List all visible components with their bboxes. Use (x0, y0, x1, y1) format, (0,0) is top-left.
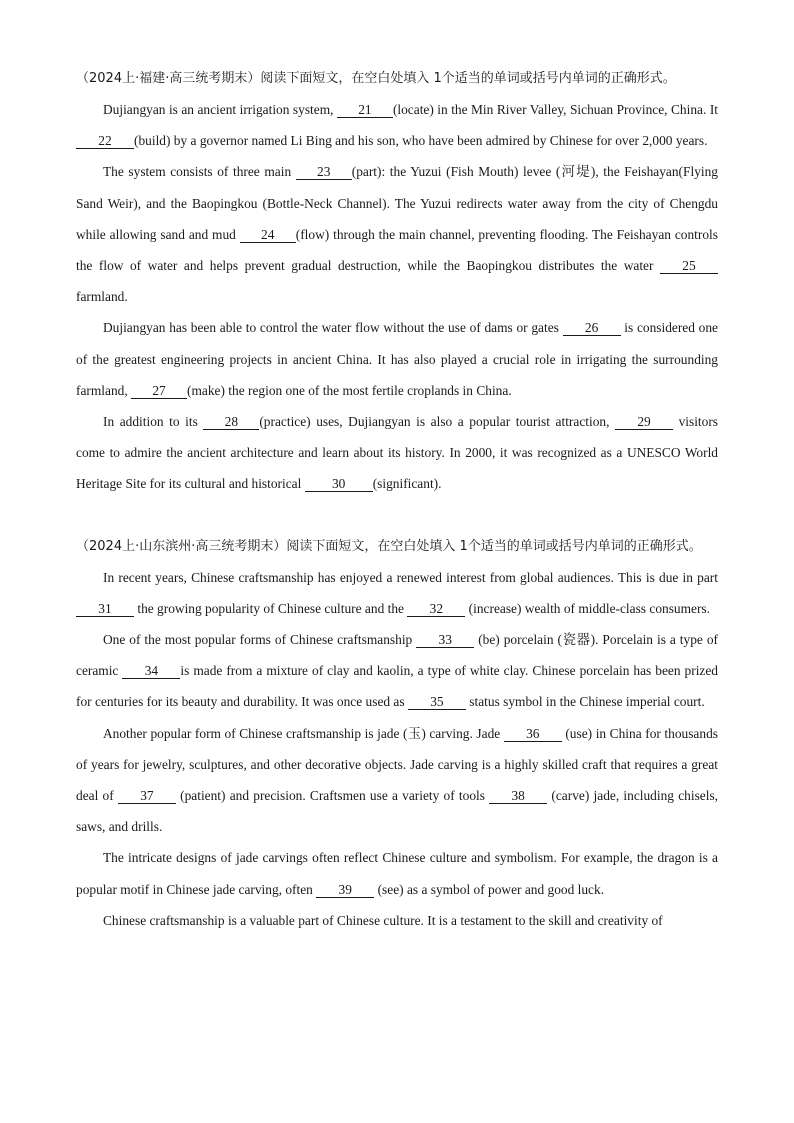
section-instruction: （2024上·山东滨州·高三统考期末）阅读下面短文，在空白处填入 1个适当的单词或括号内单词的正确形式。 (76, 538, 702, 554)
passage-text: (build) by a governor named Li Bing and his son, who have been admired by Chinese for over 2,000 years. (134, 133, 708, 149)
passage-paragraph (76, 156, 718, 312)
answer-blank[interactable]: 21 (337, 102, 393, 118)
passage-text: The system consists of three main (103, 164, 296, 180)
answer-blank[interactable]: 35 (408, 694, 466, 710)
passage-text: (patient) and precision. Craftsmen use a variety of tools (175, 788, 490, 804)
exercise-section (76, 63, 718, 500)
answer-blank[interactable]: 34 (122, 663, 180, 679)
answer-blank[interactable]: 24 (240, 227, 296, 243)
answer-blank[interactable]: 30 (305, 476, 373, 492)
passage-paragraph (76, 718, 718, 843)
passage-paragraph (76, 624, 718, 718)
answer-blank[interactable]: 31 (76, 601, 134, 617)
section-instruction: （2024上·福建·高三统考期末）阅读下面短文，在空白处填入 1个适当的单词或括号内单词的正确形式。 (76, 71, 676, 86)
passage-text: (see) as a symbol of power and good luck. (374, 881, 605, 897)
answer-blank[interactable]: 25 (660, 258, 718, 274)
passage-text: (locate) in the Min River Valley, Sichuan Province, China. It (392, 102, 718, 117)
passage-text: (carve) jade, including chisels, saws, and drills. (76, 788, 718, 835)
answer-blank[interactable]: 26 (563, 320, 621, 336)
passage-text: (part): the Yuzui (Fish Mouth) levee (河堤), the Feishayan(Flying Sand Weir), and the Baopingkou (Bottle-Neck Channel). The Yuzui redirects water away from the city of Chengdu while allowing sand and mud (76, 164, 718, 242)
passage-text: the growing popularity of Chinese culture and the (134, 600, 408, 616)
passage-paragraph (76, 312, 718, 406)
document-page (76, 63, 718, 936)
answer-blank[interactable]: 22 (76, 133, 134, 149)
passage-text: status symbol in the Chinese imperial court. (465, 694, 705, 710)
passage-text: Dujiangyan has been able to control the water flow without the use of dams or gates (103, 320, 563, 336)
passage-text: (be) porcelain (瓷器). Porcelain is a type of ceramic (76, 632, 718, 679)
passage-paragraph (76, 406, 718, 500)
answer-blank[interactable]: 28 (203, 414, 259, 430)
passage-text: (flow) through the main channel, preventing flooding. The Feishayan controls the flow of water and helps prevent gradual destruction, while the Baopingkou distributes the water (76, 226, 718, 274)
passage-text: visitors come to admire the ancient architecture and learn about its history. In 2000, it was recognized as a UNESCO World Heritage Site for its cultural and historical (76, 414, 719, 492)
answer-blank[interactable]: 27 (131, 383, 187, 399)
passage-paragraph (76, 562, 718, 624)
passage-text: The intricate designs of jade carvings often reflect Chinese culture and symbolism. For example, the dragon is a popular motif in Chinese jade carving, often (76, 850, 718, 897)
answer-blank[interactable]: 37 (118, 788, 176, 804)
passage-text: In addition to its (103, 414, 204, 430)
passage-text: One of the most popular forms of Chinese craftsmanship (103, 632, 417, 648)
answer-blank[interactable]: 32 (407, 601, 465, 617)
answer-blank[interactable]: 38 (489, 788, 547, 804)
passage-paragraph (76, 842, 718, 904)
passage-text: (use) in China for thousands of years for jewelry, sculptures, and other decorative objects. Jade carving is a highly skilled craft that requires a great deal of (76, 725, 718, 804)
passage-text: is considered one of the greatest engineering projects in ancient China. It has also played a crucial role in irrigating the surrounding farmland, (76, 320, 718, 398)
passage-paragraph (76, 905, 718, 936)
exercise-section (76, 531, 718, 936)
passage-text: is made from a mixture of clay and kaolin, a type of white clay. Chinese porcelain has been prized for centuries for its beauty and durability. It was once used as (76, 663, 719, 710)
answer-blank[interactable]: 36 (504, 726, 562, 742)
passage-text: Dujiangyan is an ancient irrigation system, (103, 102, 337, 117)
passage-text: (make) the region one of the most fertile croplands in China. (187, 382, 512, 398)
passage-text: Chinese craftsmanship is a valuable part of Chinese culture. It is a testament to the skill and creativity of (103, 912, 663, 928)
passage-text: farmland. (76, 289, 128, 305)
passage-text: (increase) wealth of middle-class consumers. (465, 600, 710, 616)
answer-blank[interactable]: 33 (416, 632, 474, 648)
passage-text: (practice) uses, Dujiangyan is also a popular tourist attraction, (259, 414, 616, 430)
passage-text: (significant). (372, 476, 442, 492)
passage-text: Another popular form of Chinese craftsmanship is jade (玉) carving. Jade (103, 725, 504, 741)
passage-text: In recent years, Chinese craftsmanship has enjoyed a renewed interest from global audiences. This is due in part (103, 569, 718, 585)
passage-paragraph (76, 94, 718, 156)
answer-blank[interactable]: 29 (615, 414, 673, 430)
answer-blank[interactable]: 39 (316, 882, 374, 898)
answer-blank[interactable]: 23 (296, 164, 352, 180)
